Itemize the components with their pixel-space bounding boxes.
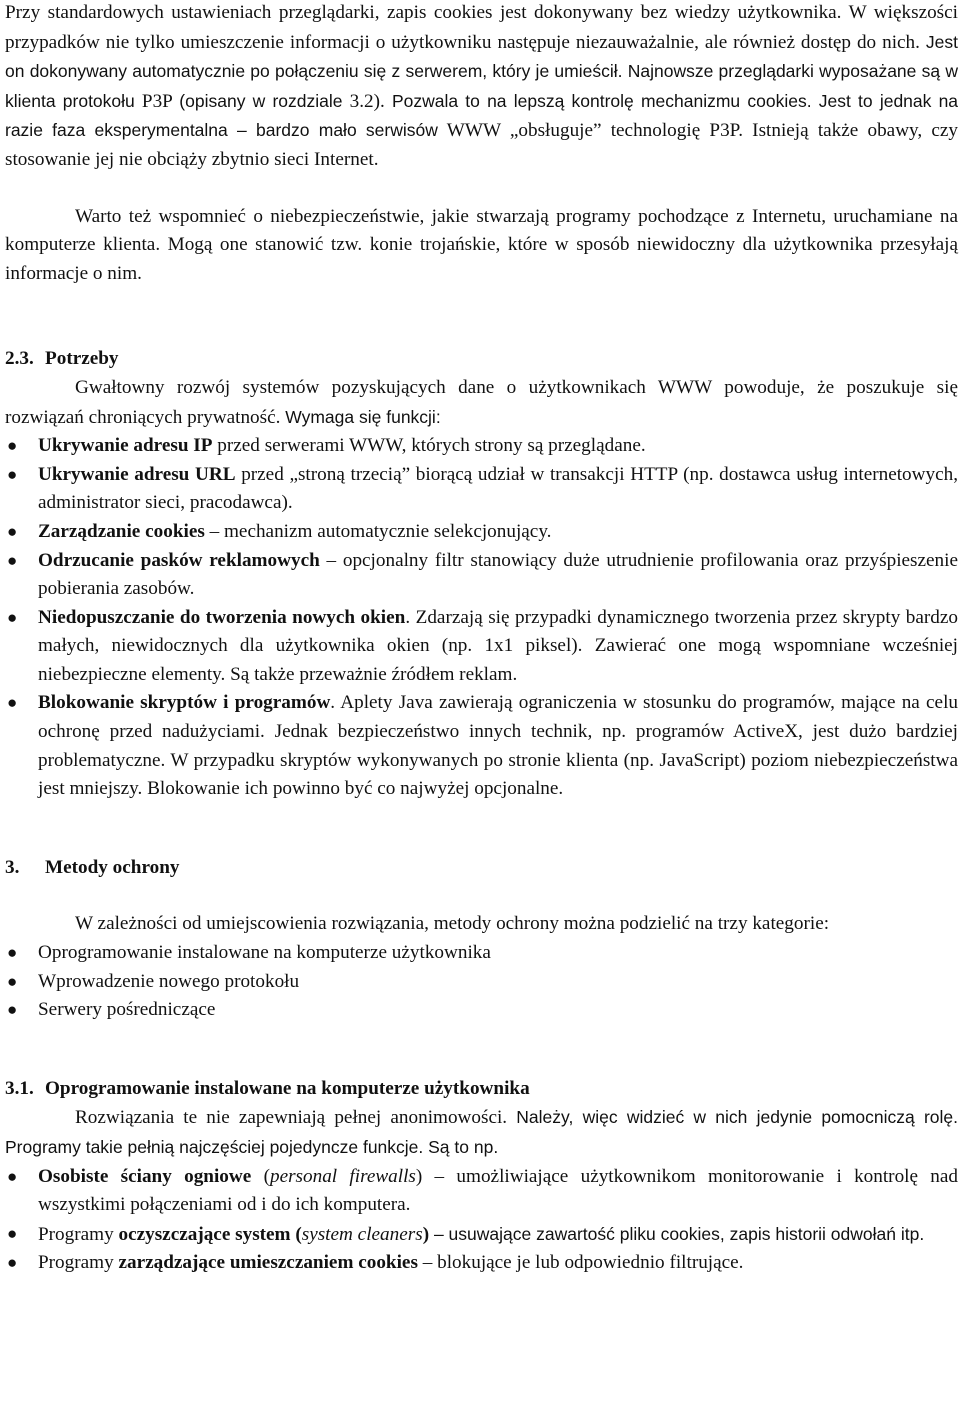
- bullet-icon: ●: [7, 1166, 18, 1186]
- bullet-icon: ●: [7, 521, 18, 541]
- list-item: [5, 604, 958, 690]
- list-item: [5, 432, 958, 461]
- item-text: – opcjonalny filtr stanowiący duże utrudnienie profilowania oraz przyśpieszenie pobierania zasobów.: [38, 549, 958, 600]
- intro-text-sans-a: Jest on dokonywany automatycznie po połączeniu się z serwerem, który je umieścił. Najnowsze przeglądarki wyposażane są w klienta protokołu: [5, 31, 958, 111]
- item-bold: Blokowanie skryptów i programów: [38, 692, 331, 714]
- list-item: [5, 518, 958, 547]
- needs-list: [5, 432, 958, 804]
- intro-text-sans-c: Pozwala to na lepszą kontrolę mechanizmu cookies. Jest to jednak na razie faza eksperymentalna – bardzo mało serwisów: [5, 90, 959, 141]
- intro-text-ref: 3.2).: [349, 90, 385, 112]
- item-text: Programy: [38, 1252, 119, 1274]
- item-italic: system cleaners: [301, 1223, 423, 1245]
- item-bold: Odrzucanie pasków reklamowych: [38, 549, 320, 571]
- bullet-icon: ●: [7, 1253, 18, 1273]
- item-italic: personal firewalls: [269, 1165, 416, 1187]
- intro-text-sans-b: (opisany w rozdziale: [179, 90, 343, 111]
- item-text: Programy: [38, 1223, 119, 1245]
- item-text: Serwery pośredniczące: [38, 999, 216, 1021]
- list-item: [5, 996, 958, 1025]
- list-item: [5, 968, 958, 997]
- item-bold: Niedopuszczanie do tworzenia nowych okien: [38, 606, 406, 628]
- item-text: (: [251, 1165, 270, 1187]
- bullet-icon: ●: [7, 436, 18, 456]
- document-page: [5, 0, 958, 1278]
- section-title: Potrzeby: [45, 348, 119, 370]
- item-text: przed serwerami WWW, których strony są przeglądane.: [212, 435, 646, 457]
- item-text: . Zdarzają się przypadki dynamicznego tworzenia przez skrypty bardzo małych, niewidocznych dla użytkownika okien (np. 1x1 piksel). Zawierać one mogą wspomniane wcześniej niebezpieczne elementy. Są także przeważnie źródłem reklam.: [38, 606, 958, 685]
- bullet-icon: ●: [7, 1000, 18, 1020]
- section-2-3-intro-sans: Wymaga się funkcji:: [285, 406, 441, 427]
- intro-text-p3p: P3P: [141, 90, 173, 112]
- section-number: 3.: [5, 856, 20, 878]
- item-bold: Zarządzanie cookies: [38, 520, 205, 542]
- item-text: Wprowadzenie nowego protokołu: [38, 970, 300, 992]
- item-bold: zarządzające umieszczaniem cookies: [118, 1252, 418, 1274]
- item-text: ) – umożliwiające użytkownikom monitorowanie i kontrolę nad wszystkimi połączeniami od i do ich komputera.: [38, 1165, 959, 1216]
- list-item: [5, 1249, 958, 1278]
- bullet-icon: ●: [7, 607, 18, 627]
- section-title: Metody ochrony: [45, 856, 180, 878]
- item-text: – blokujące je lub odpowiednio filtrujące.: [417, 1252, 744, 1274]
- bullet-icon: ●: [7, 1223, 18, 1243]
- section-title: Oprogramowanie instalowane na komputerze użytkownika: [45, 1077, 530, 1099]
- methods-list: [5, 939, 958, 1025]
- list-item: [5, 547, 958, 604]
- section-2-3-intro: [5, 374, 958, 432]
- list-item: [5, 461, 958, 518]
- section-3-1-intro-serif: Rozwiązania te nie zapewniają pełnej anonimowości.: [75, 1107, 508, 1129]
- intro-paragraph-2: Warto też wspomnieć o niebezpieczeństwie, jakie stwarzają programy pochodzące z Internetu, uruchamiane na komputerze klienta. Mogą one stanowić tzw. konie trojańskie, które w sposób niewidoczny dla użytkownika przesyłają informacje o nim.: [5, 205, 958, 284]
- section-number: 3.1.: [5, 1077, 34, 1099]
- item-text: – usuwające zawartość pliku cookies, zapis historii odwołań itp.: [429, 1223, 925, 1244]
- bullet-icon: ●: [7, 943, 18, 963]
- bullet-icon: ●: [7, 464, 18, 484]
- item-bold: Osobiste ściany ogniowe: [38, 1165, 252, 1187]
- list-item: [5, 939, 958, 968]
- bullet-icon: ●: [7, 971, 18, 991]
- item-bold: ): [422, 1223, 430, 1245]
- item-text: Oprogramowanie instalowane na komputerze użytkownika: [38, 942, 491, 964]
- list-item: [5, 1163, 958, 1220]
- section-3-1-intro: [5, 1103, 958, 1162]
- bullet-icon: ●: [7, 550, 18, 570]
- bullet-icon: ●: [7, 693, 18, 713]
- section-3-1-intro-sans: Należy, więc widzieć w nich jedynie pomocniczą rolę. Programy takie pełnią najczęściej pojedyncze funkcje. Są to np.: [5, 1107, 958, 1157]
- software-list: [5, 1163, 958, 1278]
- section-heading-3-1: [5, 1075, 958, 1104]
- item-bold: Ukrywanie adresu URL: [38, 463, 236, 485]
- item-bold: oczyszczające system (: [118, 1223, 302, 1245]
- item-text: przed „stroną trzecią” biorącą udział w transakcji HTTP (np. dostawca usług internetowych, administrator sieci, pracodawca).: [38, 463, 958, 514]
- intro-paragraph-1: [5, 0, 958, 175]
- list-item: [5, 689, 958, 803]
- section-heading-2-3: [5, 345, 958, 374]
- section-number: 2.3.: [5, 348, 34, 370]
- item-text: – mechanizm automatycznie selekcjonujący.: [204, 520, 552, 542]
- section-heading-3: [5, 854, 958, 883]
- section-2-3-intro-serif: Gwałtowny rozwój systemów pozyskujących dane o użytkownikach WWW powoduje, że poszukuje się rozwiązań chroniących prywatność.: [5, 376, 958, 428]
- item-bold: Ukrywanie adresu IP: [38, 435, 213, 457]
- list-item: [5, 1220, 958, 1250]
- intro-text-serif-c: WWW „obsługuje” technologię P3P. Istnieją także obawy, czy stosowanie jej nie obciąży zbytnio sieci Internet.: [5, 120, 959, 170]
- item-text: . Aplety Java zawierają ograniczenia w stosunku do programów, mające na celu ochronę przed nadużyciami. Jednak bezpieczeństwo innych technik, np. programów ActiveX, jest dużo bardziej problematyczne. W przypadku skryptów wykonywanych po stronie klienta (np. JavaScript) poziom niebezpieczeństwa jest mniejszy. Blokowanie ich powinno być co najwyżej opcjonalne.: [38, 692, 958, 800]
- intro-text-serif: Przy standardowych ustawieniach przeglądarki, zapis cookies jest dokonywany bez wiedzy użytkownika. W większości przypadków nie tylko umieszczenie informacji o użytkowniku następuje niezauważalnie, ale również dostęp do nich.: [5, 2, 958, 53]
- section-3-intro: W zależności od umiejscowienia rozwiązania, metody ochrony można podzielić na trzy kategorie:: [75, 913, 830, 935]
